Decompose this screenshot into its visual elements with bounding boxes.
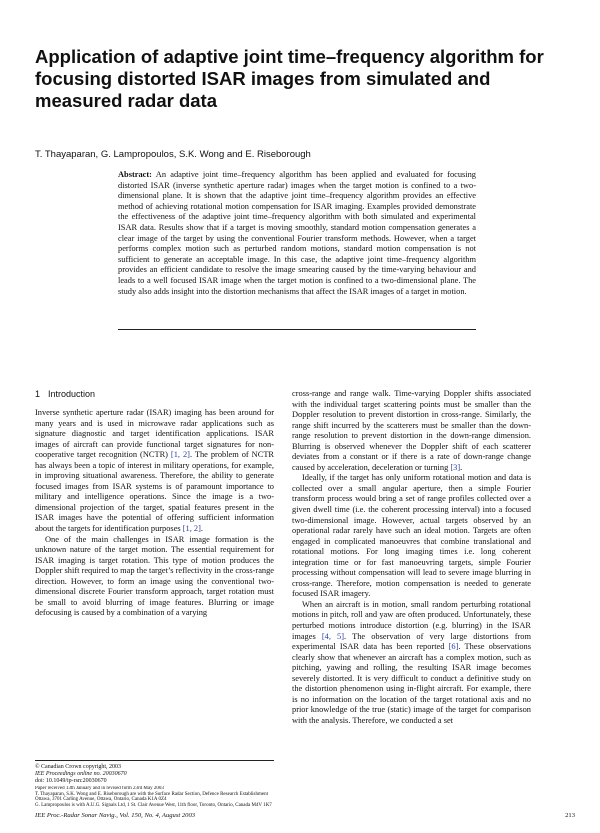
right-paragraph-1: cross-range and range walk. Time-varying Doppler shifts associated with the individual target scattering points must be smaller than the Doppler resolution to prevent distortion in cross-range. Similarly, the range shift incurred by the scatterers must be smaller than the down-range resolution to prevent distortion in the down-range dimension. Blurring is observed whenever the Doppler shift of each scatterer deviates from a constant or if there is a rate of down-range change caused by acceleration, deceleration or turning [3]. <box>292 389 531 472</box>
footnote-details <box>35 786 274 810</box>
left-column <box>35 408 274 619</box>
journal-citation: IEE Proc.-Radar Sonar Navig., Vol. 150, No. 4, August 2003 <box>35 812 196 819</box>
footnote-proceedings: IEE Proceedings online no. 20030670 <box>35 771 127 778</box>
footnote-copyright: © Canadian Crown copyright, 2003 <box>35 764 122 770</box>
footnote-affiliation-1: T. Thayaparan, S.K. Wong and E. Riseborough are with the Surface Radar Section, Defence Research Establishment Ottawa, 3701 Carling Avenue, Ottawa, Ontario, Canada K1A 0Z4 <box>35 791 268 803</box>
abstract-label: Abstract: <box>118 170 152 179</box>
page-number: 213 <box>565 812 575 819</box>
page-footer <box>35 812 575 826</box>
footnote-divider <box>35 760 274 761</box>
right-paragraph-2: Ideally, if the target has only uniform rotational motion and data is collected over a small angular aperture, then a simple Fourier transform process would bring a set of range profiles collected over a given dwell time (i.e. the coherent processing interval) into a focused two-dimensional image. However, actual targets observed by an operational radar rarely have such an ideal motion. Targets are often engaged in complicated manoeuvres that combine translational and rotational motions. For long imaging times i.e. long coherent integration time or for fast manoeuvring targets, simple Fourier processing without compensation will lead to severe image blurring in cross-range. Therefore, motion compensation is needed to generate focused ISAR imagery. <box>292 473 531 599</box>
citation-link[interactable]: [4, 5] <box>321 631 345 641</box>
section-heading <box>35 389 95 399</box>
footnote-doi: doi: 10.1049/ip-rsn:20030670 <box>35 778 107 785</box>
citation-link[interactable]: [1, 2] <box>182 524 201 534</box>
footnote-affiliation-2: G. Lampropoulos is with A.U.G. Signals Ltd, 1 St. Clair Avenue West, 11th floor, Toronto, Ontario, Canada M4V 1K7 <box>35 802 272 808</box>
section-title: Introduction <box>48 389 96 399</box>
left-paragraph-1: Inverse synthetic aperture radar (ISAR) imaging has been around for many years and is used in microwave radar applications such as signature diagnostic and target identification applications. ISAR images of aircraft can provide functional target signatures for non-cooperative target recognition (NCTR) [1, 2]. The problem of NCTR has always been a topic of interest in military operations, for example, in improving situational awareness. Therefore, the ability to generate focused images from ISAR systems is of paramount importance to military and intelligence operations. Since the image is a two-dimensional projection of the target, spatial features present in the ISAR images have the potential of offering sufficient information about the targets for identification purposes [1, 2]. <box>35 408 275 534</box>
citation-link[interactable]: [1, 2] <box>170 450 190 460</box>
footnote-received: Paper received 13th January and in revised form 23rd May 2003 <box>35 786 164 791</box>
paper-title: Application of adaptive joint time–frequency algorithm for focusing distorted ISAR images from simulated and measured radar data <box>35 46 544 111</box>
abstract-block <box>118 170 476 297</box>
footnotes <box>35 764 274 786</box>
abstract-text: An adaptive joint time–frequency algorithm has been applied and evaluated for focusing distorted ISAR (inverse synthetic aperture radar) images when the target motion is confined to a two-dimensional plane. It is shown that the adaptive joint time–frequency algorithm provides an effective method of achieving rotational motion compensation for ISAR imaging. Examples provided demonstrate the effectiveness of the adaptive joint time–frequency algorithm with both simulated and experimental ISAR data. Results show that if a target is moving smoothly, standard motion compensation generates a clear image of the target by using the conventional Fourier transform methods. However, when a target performs complex motion such as perturbed random motions, standard motion compensation is not sufficient to generate an acceptable image. In this case, the adaptive joint time–frequency algorithm provides an efficient candidate to resolve the image smearing caused by the time-varying behaviour and leads to a well focused ISAR image when the target motion is confined to a two-dimensional plane. The study also adds insight into the distortion mechanisms that affect the ISAR images of a target in motion. <box>118 170 476 296</box>
section-number: 1 <box>35 389 41 399</box>
left-paragraph-2: One of the main challenges in ISAR image formation is the unknown nature of the target motion. The essential requirement for ISAR imaging is target rotation. This type of motion produces the Doppler shift required to map the target’s reflectivity in the cross-range direction. However, to form an image using the conventional two-dimensional discrete Fourier transform approach, target rotation must be small to avoid blurring of image features. Blurring or image defocusing is caused by a combination of a varying <box>35 534 274 618</box>
right-column <box>292 389 531 727</box>
abstract-divider <box>118 329 476 330</box>
right-paragraph-3: When an aircraft is in motion, small random perturbing rotational motions in pitch, roll and yaw are often produced. Unfortunately, these perturbed motions introduce distortion (e.g. blurring) in the ISAR images [4, 5]. The observation of very large distortions from experimental ISAR data has been reported [6]. These observations clearly show that whenever an aircraft has a complex motion, such as pitching, yawing and rolling, the resulting ISAR image becomes severely distorted. It is very difficult to conduct a definitive study on the distortion phenomenon using in-flight aircraft. For example, there is no information on the location of the target rotational axis and no prior knowledge of the true (static) image of the target for comparison with the analysis. Therefore, we conducted a set <box>292 599 532 725</box>
citation-link[interactable]: [6] <box>448 642 459 652</box>
author-list: T. Thayaparan, G. Lampropoulos, S.K. Wong and E. Riseborough <box>35 149 311 160</box>
citation-link[interactable]: [3] <box>450 462 461 472</box>
